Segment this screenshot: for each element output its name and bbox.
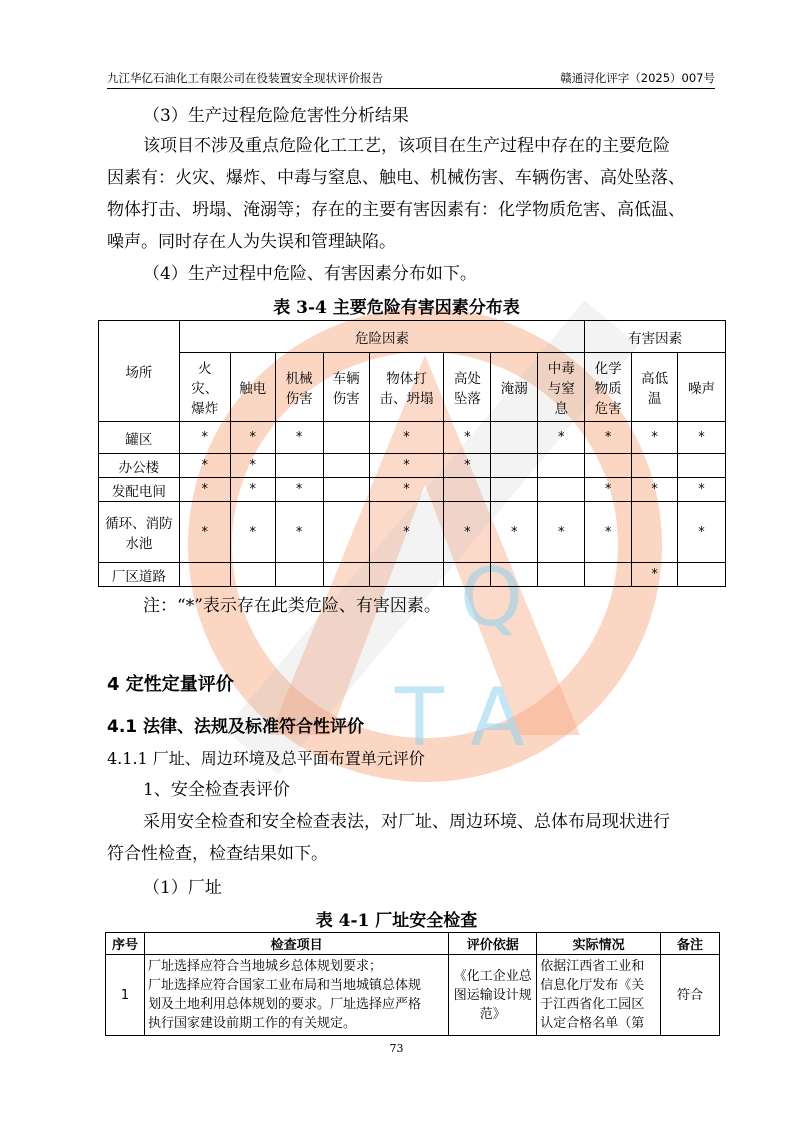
- page-number: 73: [389, 1042, 404, 1055]
- hazard-cell: *: [230, 478, 275, 502]
- hazard-cell: [323, 478, 369, 502]
- section-item-4: （4）生产过程中危险、有害因素分布如下。: [143, 264, 477, 284]
- actual-line: 于江西省化工园区: [540, 997, 645, 1012]
- watermark-letter-a2: A: [470, 671, 525, 764]
- danger-group-header: 危险因素: [179, 321, 584, 353]
- hazard-cell: *: [230, 422, 275, 454]
- column-header: 淹溺: [491, 353, 538, 422]
- paragraph-line: 物体打击、坍塌、淹溺等；存在的主要有害因素有：化学物质危害、高低温、: [107, 200, 685, 220]
- hazard-cell: *: [369, 502, 444, 563]
- hazard-cell: [323, 502, 369, 563]
- hazard-cell: [585, 454, 632, 478]
- hazard-cell: [538, 454, 585, 478]
- hazard-cell: [491, 478, 538, 502]
- hazard-cell: *: [179, 478, 230, 502]
- column-header: 中毒与窒息: [538, 353, 585, 422]
- place-cell: 罐区: [99, 422, 180, 454]
- hazard-cell: [632, 454, 678, 478]
- basis-line: 《化工企业总: [453, 968, 532, 984]
- actual-line: 认定合格名单（第: [540, 1016, 645, 1031]
- column-header: 噪声: [678, 353, 726, 422]
- hazard-cell: [491, 454, 538, 478]
- hazard-cell: [275, 454, 323, 478]
- site-safety-check-table: [105, 932, 720, 1036]
- hazard-cell: *: [444, 454, 491, 478]
- header-document-number: 赣通浔化评字（2025）007号: [560, 71, 715, 85]
- paragraph-line: 噪声。同时存在人为失误和管理缺陷。: [107, 232, 396, 252]
- hazard-cell: [323, 422, 369, 454]
- hazard-cell: *: [369, 422, 444, 454]
- hazard-cell: *: [179, 454, 230, 478]
- actual-cell: [537, 955, 661, 1036]
- hazard-cell: *: [230, 454, 275, 478]
- basis-line: 范》: [479, 1006, 506, 1022]
- column-header: 高低温: [632, 353, 678, 422]
- section-heading: 4.1 法律、法规及标准符合性评价: [107, 717, 365, 737]
- hazard-distribution-table: [98, 320, 726, 587]
- table-caption: 表 4-1 厂址安全检查: [315, 911, 478, 931]
- hazard-cell: [538, 563, 585, 587]
- hazard-cell: *: [230, 502, 275, 563]
- hazard-cell: [491, 563, 538, 587]
- paragraph-line: 采用安全检查和安全检查表法，对厂址、周边环境、总体布局现状进行: [143, 812, 670, 832]
- hazard-cell: [538, 478, 585, 502]
- harm-group-header: 有害因素: [585, 321, 726, 353]
- hazard-cell: *: [585, 422, 632, 454]
- sub-item: （1）厂址: [143, 878, 222, 898]
- hazard-cell: *: [538, 502, 585, 563]
- section-heading-3: （3）生产过程危险危害性分析结果: [143, 106, 409, 126]
- check-item-line: 厂址选择应符合国家工业布局和当地城镇总体规: [147, 978, 421, 993]
- paragraph-line: 该项目不涉及重点危险化工工艺，该项目在生产过程中存在的主要危险: [143, 136, 670, 156]
- check-item-line: 划及土地利用总体规划的要求。厂址选择应严格: [147, 997, 421, 1012]
- hazard-cell: *: [585, 478, 632, 502]
- paragraph-line: 符合性检查，检查结果如下。: [107, 844, 328, 864]
- paragraph-line: 因素有：火灾、爆炸、中毒与窒息、触电、机械伤害、车辆伤害、高处坠落、: [107, 168, 685, 188]
- hazard-cell: *: [179, 502, 230, 563]
- actual-line: 信息化厅发布《关: [540, 978, 645, 993]
- hazard-cell: *: [678, 478, 726, 502]
- table-row: [99, 563, 726, 587]
- hazard-cell: *: [491, 502, 538, 563]
- check-item-line: 厂址选择应符合当地城乡总体规划要求；: [147, 959, 382, 974]
- basis-line: 图运输设计规: [453, 987, 532, 1003]
- watermark-letter-q: Q: [460, 551, 523, 644]
- column-header: 触电: [230, 353, 275, 422]
- hazard-cell: *: [678, 502, 726, 563]
- table-row: [99, 422, 726, 454]
- place-cell: 厂区道路: [99, 563, 180, 587]
- watermark-letter-t: T: [395, 671, 444, 764]
- hazard-cell: *: [632, 422, 678, 454]
- check-item-line: 执行国家建设前期工作的有关规定。: [147, 1016, 356, 1031]
- hazard-cell: *: [275, 422, 323, 454]
- hazard-cell: *: [275, 502, 323, 563]
- hazard-cell: *: [179, 422, 230, 454]
- basis-cell: [449, 955, 537, 1036]
- hazard-cell: [275, 563, 323, 587]
- hazard-cell: [444, 563, 491, 587]
- column-header: 机械伤害: [275, 353, 323, 422]
- column-header: 实际情况: [537, 933, 661, 955]
- place-cell: 循环、消防水池: [99, 502, 180, 563]
- hazard-cell: *: [369, 454, 444, 478]
- table-row: [99, 502, 726, 563]
- hazard-cell: [323, 454, 369, 478]
- table-note: 注：“*”表示存在此类危险、有害因素。: [143, 596, 441, 616]
- hazard-cell: [179, 563, 230, 587]
- check-item-cell: [144, 955, 448, 1036]
- hazard-cell: [369, 563, 444, 587]
- hazard-cell: [323, 563, 369, 587]
- hazard-cell: [678, 454, 726, 478]
- header-report-title: 九江华亿石油化工有限公司在役装置安全现状评价报告: [107, 71, 383, 85]
- place-cell: 办公楼: [99, 454, 180, 478]
- hazard-cell: *: [444, 422, 491, 454]
- hazard-cell: *: [444, 502, 491, 563]
- hazard-cell: [632, 502, 678, 563]
- hazard-cell: *: [585, 502, 632, 563]
- hazard-cell: *: [632, 478, 678, 502]
- row-number: 1: [106, 955, 145, 1036]
- hazard-cell: *: [538, 422, 585, 454]
- column-header: 高处坠落: [444, 353, 491, 422]
- hazard-cell: *: [678, 422, 726, 454]
- column-header: 物体打击、坍塌: [369, 353, 444, 422]
- column-header: 化学物质危害: [585, 353, 632, 422]
- column-header: 检查项目: [144, 933, 448, 955]
- hazard-cell: [444, 478, 491, 502]
- column-header: 备注: [661, 933, 720, 955]
- actual-line: 依据江西省工业和: [540, 959, 645, 974]
- table-row: [99, 454, 726, 478]
- hazard-cell: [585, 563, 632, 587]
- table-caption: 表 3-4 主要危险有害因素分布表: [273, 298, 520, 318]
- hazard-cell: *: [632, 563, 678, 587]
- list-item: 1、安全检查表评价: [143, 780, 290, 800]
- column-header: 车辆伤害: [323, 353, 369, 422]
- chapter-heading: 4 定性定量评价: [107, 674, 234, 695]
- hazard-cell: [230, 563, 275, 587]
- column-header: 评价依据: [449, 933, 537, 955]
- table-row: [99, 478, 726, 502]
- remark-cell: 符合: [661, 955, 720, 1036]
- column-header: 火灾、爆炸: [179, 353, 230, 422]
- page-header: [107, 70, 715, 89]
- place-cell: 发配电间: [99, 478, 180, 502]
- hazard-cell: [491, 422, 538, 454]
- hazard-cell: *: [275, 478, 323, 502]
- column-header: 序号: [106, 933, 145, 955]
- subsection-heading: 4.1.1 厂址、周边环境及总平面布置单元评价: [107, 749, 425, 768]
- hazard-cell: *: [369, 478, 444, 502]
- hazard-cell: [678, 563, 726, 587]
- place-header: 场所: [99, 321, 180, 422]
